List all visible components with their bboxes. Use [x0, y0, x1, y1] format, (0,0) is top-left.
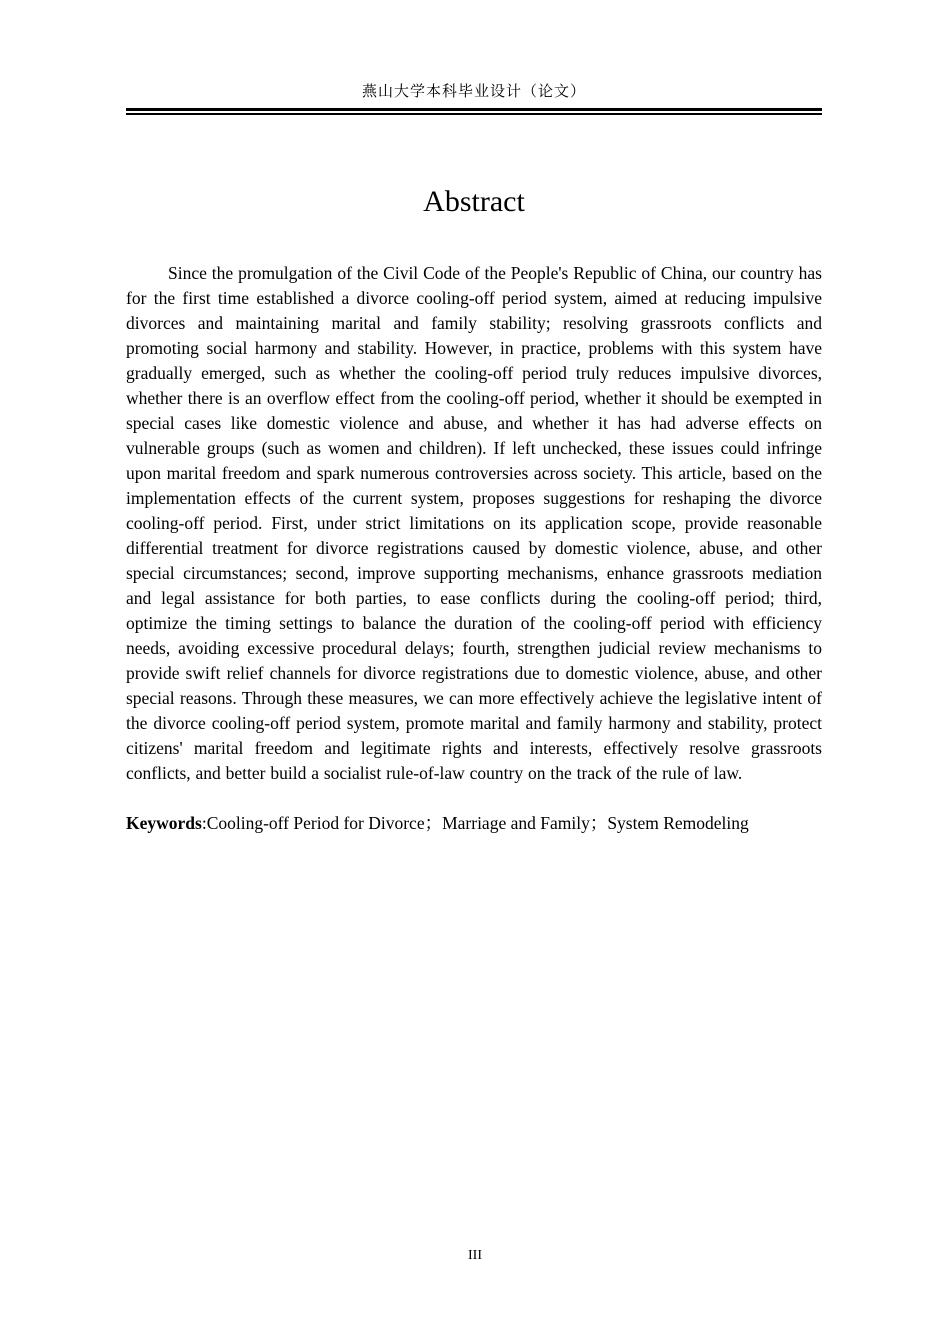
header-rule-thin-line — [126, 113, 822, 115]
page-title: Abstract — [423, 185, 525, 218]
keywords-line — [126, 811, 822, 836]
page-content — [126, 0, 822, 836]
header-rule — [126, 108, 822, 115]
running-header: 燕山大学本科毕业设计（论文） — [361, 84, 586, 100]
keywords-text: :Cooling-off Period for Divorce；Marriage and Family；System Remodeling — [201, 813, 749, 833]
keywords-label: Keywords — [126, 813, 202, 833]
page-number: III — [468, 1248, 482, 1263]
abstract-body-paragraph: Since the promulgation of the Civil Code of the People's Republic of China, our country has for the first time established a divorce cooling-off period system, aimed at reducing impulsive divorces and maintaining marital and family stability; resolving grassroots conflicts and promoting social harmony and stability. However, in practice, problems with this system have gradually emerged, such as whether the cooling-off period truly reduces impulsive divorces, whether there is an overflow effect from the cooling-off period, whether it should be exempted in special cases like domestic violence and abuse, and whether it has had adverse effects on vulnerable groups (such as women and children). If left unchecked, these issues could infringe upon marital freedom and spark numerous controversies across society. This article, based on the implementation effects of the current system, proposes suggestions for reshaping the divorce cooling-off period. First, under strict limitations on its application scope, provide reasonable differential treatment for divorce registrations caused by domestic violence, abuse, and other special circumstances; second, improve supporting mechanisms, enhance grassroots mediation and legal assistance for both parties, to ease conflicts during the cooling-off period; third, optimize the timing settings to balance the duration of the cooling-off period with efficiency needs, avoiding excessive procedural delays; fourth, strengthen judicial review mechanisms to provide swift relief channels for divorce registrations due to domestic violence, abuse, and other special reasons. Through these measures, we can more effectively achieve the legislative intent of the divorce cooling-off period system, promote marital and family harmony and stability, protect citizens' marital freedom and legitimate rights and interests, effectively resolve grassroots conflicts, and better build a socialist rule-of-law country on the track of the rule of law. — [126, 263, 822, 783]
